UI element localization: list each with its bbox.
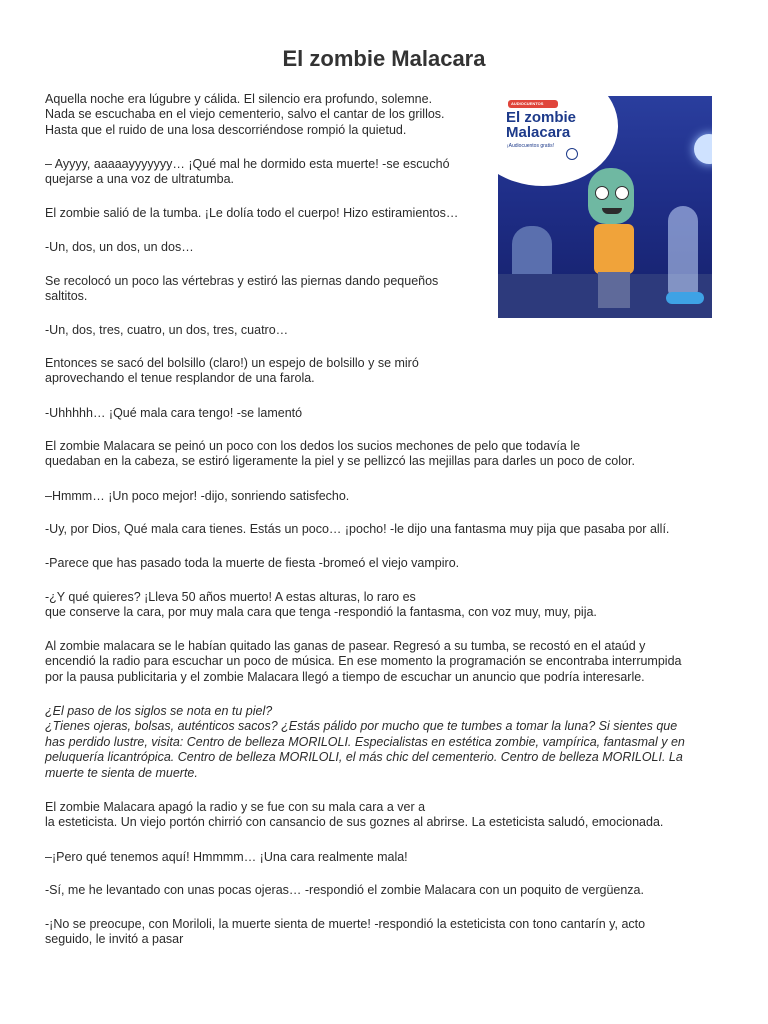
paragraph: –¡Pero qué tenemos aquí! Hmmmm… ¡Una cara realmente mala! (45, 850, 408, 864)
paragraph: El zombie salió de la tumba. ¡Le dolía todo el cuerpo! Hizo estiramientos… (45, 206, 459, 220)
paragraph: Aquella noche era lúgubre y cálida. El silencio era profundo, solemne. Nada se escuchaba en el viejo cementerio, salvo el cantar de los grillos. Hasta que el ruido de una losa descorriéndose rompió la quietud. (45, 92, 445, 137)
gravestone-illustration (512, 226, 552, 274)
paragraph: -Parece que has pasado toda la muerte de fiesta -bromeó el viejo vampiro. (45, 556, 460, 570)
paragraph: Se recolocó un poco las vértebras y estiró las piernas dando pequeños saltitos. (45, 274, 439, 304)
cover-subtitle: ¡Audiocuentos gratis! (507, 143, 554, 149)
paragraph: Entonces se sacó del bolsillo (claro!) un espejo de bolsillo y se miró aprovechando el tenue resplandor de una farola. (45, 356, 419, 386)
ghost-illustration (668, 206, 698, 296)
zombie-eye-illustration (615, 186, 629, 200)
cover-badge-text: AUDIOCUENTOS (511, 101, 544, 106)
paragraph: -Uy, por Dios, Qué mala cara tienes. Estás un poco… ¡pocho! -le dijo una fantasma muy pija que pasaba por allí. (45, 522, 670, 536)
paragraph: Al zombie malacara se le habían quitado las ganas de pasear. Regresó a su tumba, se recostó en el ataúd y encendió la radio para escuchar un poco de música. En ese momento la programación se encontraba interrumpida por la pausa publicitaria y el zombie Malacara llegó a tiempo de escuchar un anuncio que podría interesarle. (45, 639, 682, 684)
moon-illustration (694, 134, 712, 164)
zombie-eye-illustration (595, 186, 609, 200)
paragraph: El zombie Malacara apagó la radio y se fue con su mala cara a ver a la esteticista. Un viejo portón chirrió con cansancio de sus goznes al abrirse. La esteticista saludó, emocionada. (45, 800, 664, 830)
paragraph: -Sí, me he levantado con unas pocas ojeras… -respondió el zombie Malacara con un poquito de vergüenza. (45, 883, 644, 897)
paragraph: El zombie Malacara se peinó un poco con los dedos los sucios mechones de pelo que todavía le quedaban en la cabeza, se estiró ligeramente la piel y se pellizcó las mejillas para darles un poco de color. (45, 439, 635, 469)
cover-title: El zombie Malacara (506, 109, 577, 141)
paragraph: -Un, dos, un dos, un dos… (45, 240, 194, 254)
paragraph: -¿Y qué quieres? ¡Lleva 50 años muerto! A estas alturas, lo raro es que conserve la cara, por muy mala cara que tenga -respondió la fantasma, con voz muy, muy, pija. (45, 590, 597, 620)
paragraph: -Un, dos, tres, cuatro, un dos, tres, cuatro… (45, 323, 289, 337)
document-title: El zombie Malacara (282, 46, 486, 71)
paragraph: -Uhhhhh… ¡Qué mala cara tengo! -se lamentó (45, 406, 303, 420)
paragraph: – Ayyyy, aaaaayyyyyyy… ¡Qué mal he dormido esta muerte! -se escuchó quejarse a una voz de ultratumba. (45, 157, 450, 187)
zombie-mouth-illustration (602, 208, 622, 214)
headphones-icon (566, 148, 578, 160)
paragraph: -¡No se preocupe, con Moriloli, la muerte sienta de muerte! -respondió la esteticista con tono cantarín y, acto seguido, le invitó a pasar (45, 917, 646, 947)
zombie-body-illustration (594, 224, 634, 274)
paragraph: –Hmmm… ¡Un poco mejor! -dijo, sonriendo satisfecho. (45, 489, 350, 503)
publisher-logo (666, 292, 704, 304)
cover-image (498, 96, 712, 318)
zombie-legs-illustration (598, 272, 630, 308)
radio-advertisement: ¿El paso de los siglos se nota en tu piel? ¿Tienes ojeras, bolsas, auténticos sacos? ¿Estás pálido por mucho que te tumbes a tomar la luna? Si sientes que has perdido lustre, visita: Centro de belleza MORILOLI. Especialistas en estética zombie, vampírica, fantasmal y en peluquería licantrópica. Centro de belleza MORILOLI, el más chic del cementerio. Centro de belleza MORILOLI. La muerte te sienta de muerte. (45, 704, 685, 780)
